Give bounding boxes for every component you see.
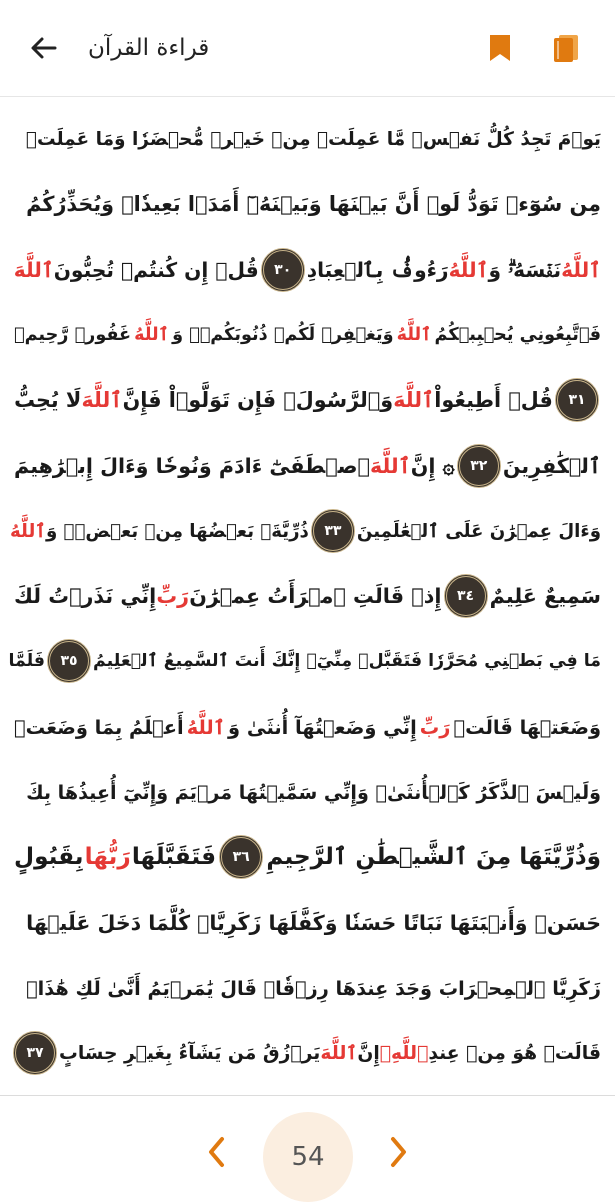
ayah-number-marker: ٣١ (555, 378, 599, 422)
verse-text: يَرۡزُقُ مَن يَشَآءُ بِغَيۡرِ حِسَابٍ (59, 1042, 321, 1064)
verse-text: رَءُوفُۢ بِٱلۡعِبَادِ (306, 258, 449, 282)
mushaf-line (14, 565, 601, 627)
divine-name-text: ٱللَّهُ (448, 258, 489, 282)
verse-text: نَفۡسَهُۥۗ وَ (488, 257, 562, 282)
app-bar (0, 0, 615, 97)
ayah-number-marker: ٣٢ (457, 444, 501, 488)
verse-text: إِنَّ (357, 1042, 380, 1064)
verse-text: مَا فِي بَطۡنِي مُحَرَّرٗا فَتَقَبَّلۡ مِنِّيٓۖ إِنَّكَ أَنتَ ٱلسَّمِيعُ ٱلۡعَلِيمُ (93, 651, 601, 671)
ayah-number-marker: ٣٧ (13, 1031, 57, 1075)
mushaf-line (8, 630, 601, 692)
page-number: 54 (263, 1112, 353, 1202)
divine-name-text: ٱللَّهُ (10, 520, 46, 542)
divine-name-text: ٱللَّهَ (393, 388, 435, 412)
next-page-button[interactable] (376, 1130, 420, 1174)
ayah-number-marker: ٣٤ (444, 574, 488, 618)
divine-name-text: ٱللَّهُ (186, 715, 226, 739)
verse-text: يَوۡمَ تَجِدُ كُلُّ نَفۡسٖ مَّا عَمِلَتۡ مِنۡ خَيۡرٖ مُّحۡضَرٗا وَمَا عَمِلَتۡ (25, 128, 601, 150)
verse-text: وَيَغۡفِرۡ لَكُمۡ ذُنُوبَكُمۡۚ وَ (172, 325, 394, 345)
verse-text: ۞ إِنَّ (410, 454, 455, 478)
verse-text: وَلَيۡسَ ٱلذَّكَرُ كَٱلۡأُنثَىٰۖ وَإِنِّي سَمَّيۡتُهَا مَرۡيَمَ وَإِنِّيٓ أُعِيذُهَا بِكَ (26, 780, 601, 804)
divine-name-text: ٱللَّهُ (396, 325, 432, 345)
divine-name-text: ٱللَّهَ (320, 1042, 358, 1064)
mushaf-line (14, 761, 601, 823)
previous-page-button[interactable] (195, 1130, 239, 1174)
ayah-number-marker: ٣٦ (219, 835, 263, 879)
verse-text: وَذُرِّيَّتَهَا مِنَ ٱلشَّيۡطَٰنِ ٱلرَّجِيمِ (266, 844, 601, 870)
divine-name-text: رَبُّهَا (84, 844, 131, 870)
verse-text: ٱلۡكَٰفِرِينَ (502, 454, 601, 478)
divine-name-text: رَبِّ (419, 715, 451, 739)
mushaf-line (14, 957, 601, 1019)
verse-text: إِنِّي نَذَرۡتُ لَكَ (14, 584, 157, 608)
verse-text: بِقَبُولٍ (14, 844, 84, 870)
divine-name-text: ٱللَّهَ (369, 454, 411, 478)
verse-text: أَعۡلَمُ بِمَا وَضَعَتۡ (14, 715, 184, 739)
mushaf-line (14, 892, 601, 954)
verse-text: قَالَتۡ هُوَ مِنۡ عِندِ (428, 1042, 601, 1064)
bookmark-button[interactable] (478, 26, 522, 70)
verse-text: فَلَمَّا (8, 651, 46, 671)
mushaf-line (14, 239, 601, 301)
arrow-left-icon (29, 33, 59, 63)
verse-text: لَا يُحِبُّ (14, 388, 82, 412)
divine-name-text: رَبِّ (156, 584, 190, 608)
verse-text: فَٱتَّبِعُونِي يُحۡبِبۡكُمُ (434, 325, 601, 345)
divine-name-text: ٱللَّهُ (561, 258, 601, 282)
mushaf-page (8, 108, 601, 1088)
verse-text: ذُرِّيَّةَۢ بَعۡضُهَا مِنۢ بَعۡضٖۗ وَ (45, 520, 309, 542)
mushaf-line (14, 173, 601, 235)
divine-name-text: ٱللَّهُ (134, 325, 169, 345)
page-navigation (0, 1096, 615, 1199)
divine-name-text: ٱللَّهَ (81, 388, 123, 412)
verse-text: غَفُورٞ رَّحِيمٞ (14, 325, 132, 345)
verse-text: زَكَرِيَّا ٱلۡمِحۡرَابَ وَجَدَ عِندَهَا رِزۡقٗاۖ قَالَ يَٰمَرۡيَمُ أَنَّىٰ لَكِ هَٰذَاۖ (26, 976, 601, 1000)
verse-text: سَمِيعٌ عَلِيمٌ (489, 584, 601, 608)
divine-name-text: ٱللَّهِۖ (379, 1042, 429, 1064)
mushaf-line (10, 500, 601, 562)
mushaf-line (14, 1022, 601, 1084)
divine-name-text: ٱللَّهَ (13, 258, 54, 282)
index-button[interactable] (544, 26, 588, 70)
mushaf-line (14, 826, 601, 888)
verse-text: حَسَنٖ وَأَنۢبَتَهَا نَبَاتًا حَسَنٗا وَكَفَّلَهَا زَكَرِيَّاۖ كُلَّمَا دَخَلَ عَلَيۡهَا (26, 911, 601, 935)
ayah-number-marker: ٣٥ (47, 639, 91, 683)
book-index-icon (550, 32, 582, 64)
mushaf-line (14, 108, 601, 170)
bookmark-icon (487, 33, 513, 63)
ayah-number-marker: ٣٠ (261, 248, 305, 292)
ayah-number-marker: ٣٣ (311, 509, 355, 553)
verse-text: وَٱلرَّسُولَۖ فَإِن تَوَلَّوۡاْ فَإِنَّ (122, 388, 394, 412)
page-title: قراءة القرآن (88, 35, 210, 61)
back-button[interactable] (22, 26, 66, 70)
verse-text: قُلۡ أَطِيعُواْ (434, 388, 553, 412)
mushaf-line (14, 435, 601, 497)
verse-text: وَضَعَتۡهَا قَالَتۡ (453, 715, 601, 739)
verse-text: وَءَالَ عِمۡرَٰنَ عَلَى ٱلۡعَٰلَمِينَ (356, 520, 601, 542)
verse-text: ٱصۡطَفَىٰٓ ءَادَمَ وَنُوحٗا وَءَالَ إِبۡرَٰهِيمَ (14, 454, 370, 478)
verse-text: مِن سُوٓءٖ تَوَدُّ لَوۡ أَنَّ بَيۡنَهَا وَبَيۡنَهُۥٓ أَمَدَۢا بَعِيدٗاۗ وَيُحَذِّرُكُمُ (26, 192, 601, 216)
chevron-left-icon (205, 1135, 229, 1169)
chevron-right-icon (386, 1135, 410, 1169)
verse-text: إِذۡ قَالَتِ ٱمۡرَأَتُ عِمۡرَٰنَ (189, 584, 442, 608)
verse-text: قُلۡ إِن كُنتُمۡ تُحِبُّونَ (53, 258, 259, 282)
mushaf-line (14, 304, 601, 366)
mushaf-line (14, 369, 601, 431)
verse-text: فَتَقَبَّلَهَا (131, 844, 217, 870)
mushaf-line (14, 696, 601, 758)
verse-text: إِنِّي وَضَعۡتُهَآ أُنثَىٰ وَ (228, 715, 417, 739)
